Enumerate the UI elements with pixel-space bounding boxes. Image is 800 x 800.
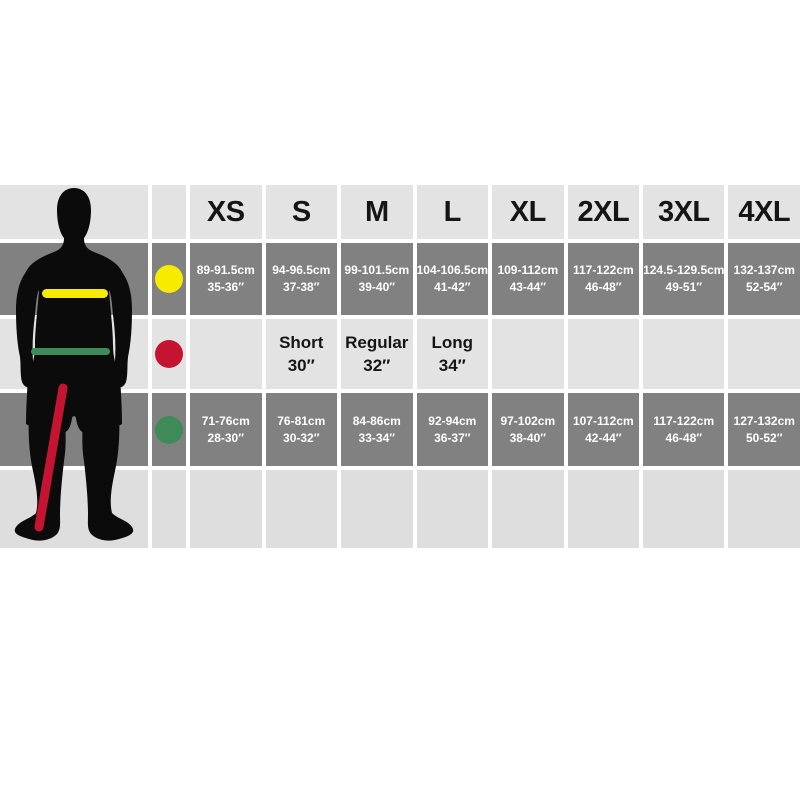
size-header-xl: XL	[492, 185, 564, 239]
green-dot-icon	[155, 416, 183, 444]
inside-leg-cell-2xl	[568, 319, 640, 389]
inside-leg-cell-s	[266, 319, 338, 389]
bottom-spacer-cell	[190, 470, 262, 548]
bottom-spacer-cell	[266, 470, 338, 548]
inch-range: 41-42″	[434, 280, 471, 294]
inch-range: 43-44″	[509, 280, 547, 294]
inch-range: 36-37″	[434, 430, 471, 445]
inside-leg-marker-cell	[152, 319, 186, 389]
inch-range: 46-48″	[665, 430, 702, 445]
waist-cell-l	[417, 393, 489, 466]
chest-cell-xs	[190, 243, 262, 315]
waist-cell-xs	[190, 393, 262, 466]
bottom-spacer-cell	[492, 470, 564, 548]
cm-range: 117-122cm	[572, 263, 634, 277]
chest-cell-s	[266, 243, 338, 315]
waist-cell-m	[341, 393, 413, 466]
cm-range: 99-101.5cm	[344, 263, 410, 277]
chest-cell-m	[341, 243, 413, 315]
bottom-spacer-cell	[568, 470, 640, 548]
size-header-3xl: 3XL	[643, 185, 724, 239]
waist-cell-s	[266, 393, 338, 466]
cm-range: 76-81cm	[277, 413, 326, 428]
size-header-xs: XS	[190, 185, 262, 239]
inch-range: 38-40″	[509, 430, 547, 445]
cm-range: 71-76cm	[201, 413, 250, 428]
cm-range: 89-91.5cm	[196, 263, 255, 277]
inch-range: 42-44″	[585, 430, 622, 445]
inch-range: 35-36″	[207, 280, 244, 294]
waist-cell-3xl	[643, 393, 724, 466]
waist-cell-2xl	[568, 393, 640, 466]
figure-backdrop-bottom-row	[0, 470, 148, 548]
size-header-m: M	[341, 185, 413, 239]
inside-leg-cell-3xl	[643, 319, 724, 389]
figure-backdrop-fit-row	[0, 319, 148, 389]
bottom-spacer-cell	[643, 470, 724, 548]
bottom-spacer-cell	[417, 470, 489, 548]
inch-range: 49-51″	[665, 280, 702, 294]
figure-backdrop-chest-row	[0, 243, 148, 315]
cm-range: 124.5-129.5cm	[643, 263, 725, 277]
size-header-l: L	[417, 185, 489, 239]
inch-range: 28-30″	[207, 430, 244, 445]
cm-range: 104-106.5cm	[416, 263, 488, 277]
chest-cell-2xl	[568, 243, 640, 315]
size-chart	[0, 185, 800, 548]
chest-cell-3xl	[643, 243, 724, 315]
fit-label: Short	[279, 333, 324, 352]
chest-cell-4xl	[728, 243, 800, 315]
size-header-2xl: 2XL	[568, 185, 640, 239]
cm-range: 107-112cm	[572, 413, 634, 428]
cm-range: 127-132cm	[733, 413, 795, 428]
waist-cell-xl	[492, 393, 564, 466]
inside-leg-cell-4xl	[728, 319, 800, 389]
size-header-s: S	[266, 185, 338, 239]
inside-leg-cell-l	[417, 319, 489, 389]
inch-range: 46-48″	[585, 280, 622, 294]
waist-cell-4xl	[728, 393, 800, 466]
bottom-spacer-cell	[728, 470, 800, 548]
inside-leg-cell-xs	[190, 319, 262, 389]
inch-range: 50-52″	[746, 430, 783, 445]
figure-backdrop-waist-row	[0, 393, 148, 466]
inside-leg-cell-m	[341, 319, 413, 389]
cm-range: 84-86cm	[352, 413, 401, 428]
size-chart-grid	[0, 185, 800, 548]
cm-range: 92-94cm	[428, 413, 477, 428]
bottom-spacer-cell	[152, 470, 186, 548]
waist-marker-cell	[152, 393, 186, 466]
inch-range: 37-38″	[283, 280, 320, 294]
inch-range: 39-40″	[358, 280, 395, 294]
size-header-4xl: 4XL	[728, 185, 800, 239]
inch-range: 30-32″	[283, 430, 320, 445]
cm-range: 97-102cm	[500, 413, 556, 428]
inch-range: 33-34″	[358, 430, 395, 445]
figure-column-header-cell	[0, 185, 148, 239]
cm-range: 117-122cm	[653, 413, 715, 428]
chest-marker-cell	[152, 243, 186, 315]
cm-range: 94-96.5cm	[272, 263, 331, 277]
cm-range: 132-137cm	[733, 263, 795, 277]
fit-label: Regular	[345, 333, 409, 352]
cm-range: 109-112cm	[497, 263, 559, 277]
inch-value: 30″	[287, 356, 315, 375]
inch-range: 52-54″	[746, 280, 783, 294]
fit-label: Long	[431, 333, 474, 352]
bottom-spacer-cell	[341, 470, 413, 548]
chest-cell-xl	[492, 243, 564, 315]
inside-leg-cell-xl	[492, 319, 564, 389]
marker-column-header-cell	[152, 185, 186, 239]
chest-cell-l	[417, 243, 489, 315]
red-dot-icon	[155, 340, 183, 368]
yellow-dot-icon	[155, 265, 183, 293]
inch-value: 34″	[438, 356, 466, 375]
inch-value: 32″	[363, 356, 391, 375]
